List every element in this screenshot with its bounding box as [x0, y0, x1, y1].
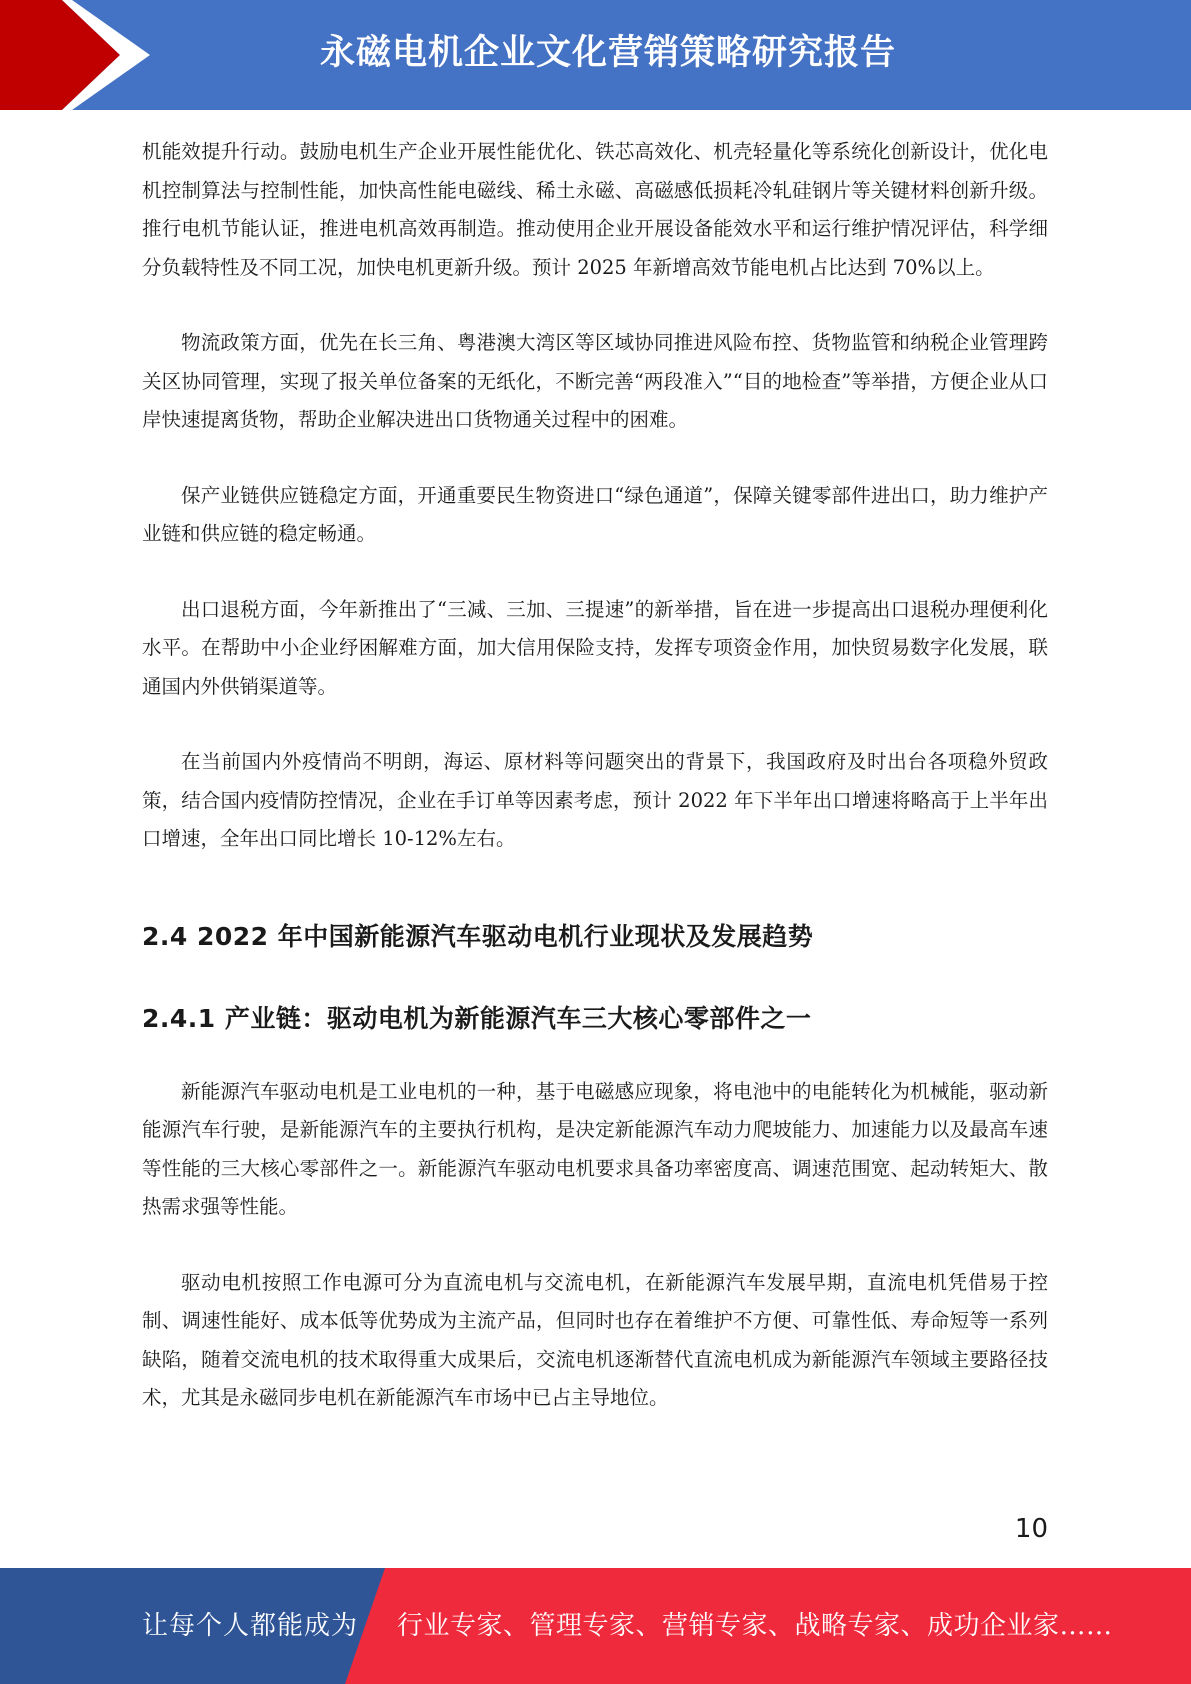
paragraph-export-tax-rebate: 出口退税方面，今年新推出了“三减、三加、三提速”的新举措，旨在进一步提高出口退税办理便利化水平。在帮助中小企业纾困解难方面，加大信用保险支持，发挥专项资金作用，加快贸易数字化发展，联通国内外供销渠道等。 — [142, 597, 1048, 698]
page-footer — [0, 1568, 1191, 1684]
header-title: 永磁电机企业文化营销策略研究报告 — [319, 33, 896, 73]
paragraph-drive-motor-types: 驱动电机按照工作电源可分为直流电机与交流电机，在新能源汽车发展早期，直流电机凭借易于控制、调速性能好、成本低等优势成为主流产品，但同时也存在着维护不方便、可靠性低、寿命短等一系列缺陷，随着交流电机的技术取得重大成果后，交流电机逐渐替代直流电机成为新能源汽车领域主要路径技术，尤其是永磁同步电机在新能源汽车市场中已占主导地位。 — [142, 1270, 1048, 1409]
paragraph-supply-chain: 保产业链供应链稳定方面，开通重要民生物资进口“绿色通道”，保障关键零部件进出口，助力维护产业链和供应链的稳定畅通。 — [142, 483, 1048, 545]
section-heading-2-4: 2.4 2022 年中国新能源汽车驱动电机行业现状及发展趋势 — [142, 921, 814, 951]
report-content — [142, 133, 1048, 1455]
section-heading-2-4-1: 2.4.1 产业链：驱动电机为新能源汽车三大核心零部件之一 — [142, 1003, 812, 1033]
paragraph-motor-efficiency: 机能效提升行动。鼓励电机生产企业开展性能优化、铁芯高效化、机壳轻量化等系统化创新设计，优化电机控制算法与控制性能，加快高性能电磁线、稀土永磁、高磁感低损耗冷轧硅钢片等关键材料创新升级。推行电机节能认证，推进电机高效再制造。推动使用企业开展设备能效水平和运行维护情况评估，科学细分负载特性及不同工况，加快电机更新升级。预计 2025 年新增高效节能电机占比达到 70%以上。 — [142, 140, 1048, 279]
page-header — [0, 0, 1191, 110]
page-number: 10 — [1014, 1514, 1048, 1544]
paragraph-logistics-policy: 物流政策方面，优先在长三角、粤港澳大湾区等区域协同推进风险布控、货物监管和纳税企业管理跨关区协同管理，实现了报关单位备案的无纸化，不断完善“两段准入”“目的地检查”等举措，方便企业从口岸快速提离货物，帮助企业解决进出口货物通关过程中的困难。 — [142, 331, 1048, 431]
paragraph-export-outlook: 在当前国内外疫情尚不明朗，海运、原材料等问题突出的背景下，我国政府及时出台各项稳外贸政策，结合国内疫情防控情况，企业在手订单等因素考虑，预计 2022 年下半年出口增速将略高于上半年出口增速，全年出口同比增长 10-12%左右。 — [142, 750, 1048, 850]
paragraph-drive-motor-definition: 新能源汽车驱动电机是工业电机的一种，基于电磁感应现象，将电池中的电能转化为机械能，驱动新能源汽车行驶，是新能源汽车的主要执行机构，是决定新能源汽车动力爬坡能力、加速能力以及最高车速等性能的三大核心零部件之一。新能源汽车驱动电机要求具备功率密度高、调速范围宽、起动转矩大、散热需求强等性能。 — [142, 1079, 1048, 1218]
footer-slogan-right: 行业专家、管理专家、营销专家、战略专家、成功企业家…… — [397, 1611, 1113, 1641]
footer-slogan-left: 让每个人都能成为 — [142, 1611, 359, 1641]
